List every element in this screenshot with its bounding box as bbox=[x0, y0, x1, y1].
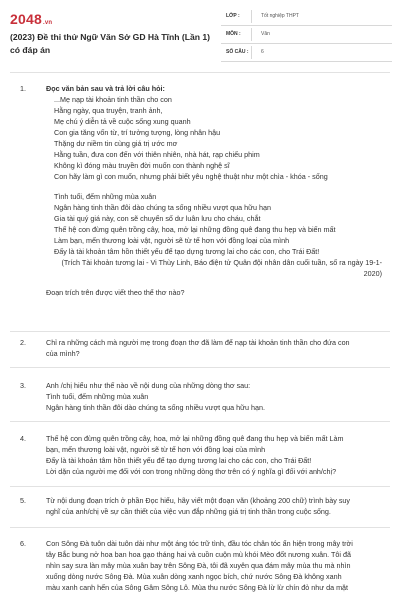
question-heading: Đọc văn bản sau và trả lời câu hỏi: bbox=[46, 84, 165, 93]
site-logo[interactable]: 2048.vn bbox=[10, 11, 53, 27]
divider bbox=[10, 486, 390, 487]
divider bbox=[10, 421, 390, 422]
exam-title: (2023) Đề thi thử Ngữ Văn Sở GD Hà Tĩnh (Lần 1) có đáp án bbox=[10, 32, 210, 55]
divider bbox=[10, 331, 390, 332]
poem-source: (Trích Tài khoản tương lai - Vi Thùy Linh, Báo điện tử Quân đội nhân dân cuối tuần, số ra ngày 19-1-2020) bbox=[61, 258, 382, 278]
question-number: 1. bbox=[20, 84, 26, 93]
divider bbox=[10, 72, 390, 73]
meta-row-class: LỚP : Tốt nghiệp THPT bbox=[221, 8, 392, 26]
divider bbox=[10, 367, 390, 368]
meta-row-subject: MÔN : Văn bbox=[221, 26, 392, 44]
poem-stanza-2: Tình tuổi, đếm những mùa xuân Ngân hàng tinh thần đôi dào chúng ta sống nhiều vượt qua hữu hạn Gia tài quý giá này, con sẽ chuyển số dư luân lưu cho cháu, chắt Thế hệ con đừng quên trồng cây, hoa, mở lại những đồng quê đang thu hẹp và biến mất Làm bạn, mến thương loài vật, người sẽ từ tế hơn với đồng loại của mình Đấy là tài khoản tâm hồn thiết yếu để tạo dựng tương lai cho các con, cho Trái Đất! bbox=[54, 192, 336, 256]
poem-stanza-1: ...Mẹ nạp tài khoản tinh thần cho con Hằng ngày, qua truyện, tranh ảnh, Mẹ chú ý diễn tả về cuộc sống xung quanh Con gia tăng vốn từ, trí tưởng tượng, lòng nhân hậu Thặng dư niềm tin cùng giá trị ước mơ Hằng tuần, đưa con đến với thiên nhiên, nhà hát, rạp chiếu phim Không kì đóng màu truyền đời muốn con thành nghệ sĩ Con hãy làm gì con muốn, nhưng phải biết yêu nghệ thuật như một chìa - khóa - sống bbox=[54, 95, 328, 181]
question-prompt: Đoạn trích trên được viết theo thể thơ nào? bbox=[46, 288, 185, 297]
exam-meta bbox=[221, 8, 392, 62]
meta-row-count: SỐ CÂU : 6 bbox=[221, 44, 392, 62]
page-header bbox=[0, 0, 400, 70]
divider bbox=[10, 527, 390, 528]
